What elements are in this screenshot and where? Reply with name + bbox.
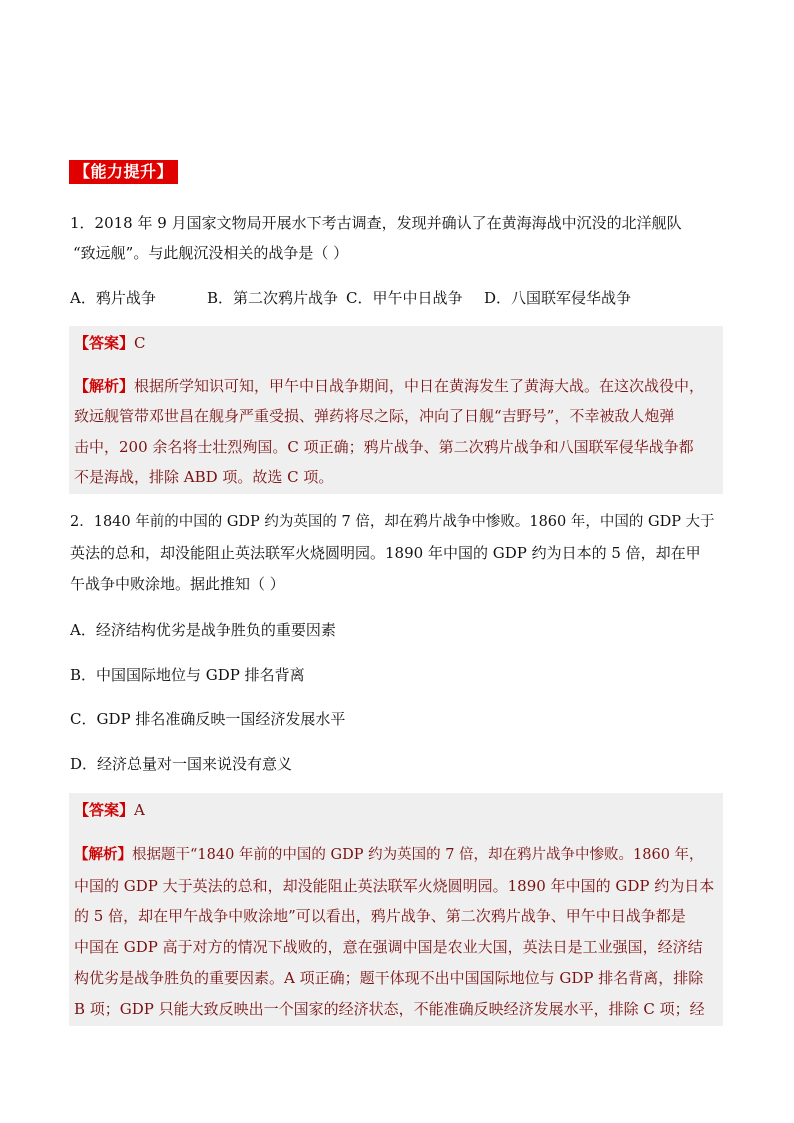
q2-stem-line-1: 2．1840 年前的中国的 GDP 约为英国的 7 倍，却在鸦片战争中惨败。1860 年，中国的 GDP 大于	[70, 514, 715, 530]
q1-option-d[interactable]: D．八国联军侵华战争	[484, 289, 632, 307]
q1-option-b[interactable]: B．第二次鸦片战争	[207, 289, 339, 307]
q1-answer-value: C	[134, 334, 146, 352]
q2-option-c[interactable]: C．GDP 排名准确反映一国经济发展水平	[70, 710, 346, 728]
q1-answer	[74, 333, 146, 353]
q2-analysis-line-6: B 项；GDP 只能大致反映出一个国家的经济状态，不能准确反映经济发展水平，排除 C 项；经	[74, 1000, 705, 1018]
q2-analysis-line-5: 构优劣是战争胜负的重要因素。A 项正确；题干体现不出中国国际地位与 GDP 排名背离，排除	[74, 969, 704, 987]
q2-analysis-line-4: 中国在 GDP 高于对方的情况下战败的，意在强调中国是农业大国，英法日是工业强国，经济结	[74, 938, 703, 956]
q1-answer-label: 【答案】	[74, 334, 135, 352]
q1-stem-line-2: “致远舰”。与此舰沉没相关的战争是（ ）	[73, 244, 349, 262]
q1-stem-line-1: 1．2018 年 9 月国家文物局开展水下考古调查，发现并确认了在黄海海战中沉没的北洋舰队	[70, 214, 682, 232]
q2-option-a[interactable]: A．经济结构优劣是战争胜负的重要因素	[70, 621, 336, 639]
q2-stem-line-3: 午战争中败涂地。据此推知（ ）	[70, 575, 285, 593]
q2-analysis-text-1: 根据题干“1840 年前的中国的 GDP 约为英国的 7 倍，却在鸦片战争中惨败。1860 年，	[132, 847, 704, 863]
q2-analysis-line-2: 中国的 GDP 大于英法的总和，却没能阻止英法联军火烧圆明园。1890 年中国的 GDP 约为日本	[74, 877, 715, 895]
q2-analysis-line-1	[74, 845, 704, 865]
q1-analysis-line-3: 击中，200 余名将士壮烈殉国。C 项正确；鸦片战争、第二次鸦片战争和八国联军侵华战争都	[74, 438, 694, 456]
q2-analysis-line-3: 的 5 倍，却在甲午战争中败涂地”可以看出，鸦片战争、第二次鸦片战争、甲午中日战争都是	[74, 907, 686, 925]
q2-answer-box	[69, 793, 723, 1026]
q2-analysis-label: 【解析】	[74, 846, 132, 863]
q1-option-a[interactable]: A．鸦片战争	[70, 289, 156, 307]
q1-analysis-label: 【解析】	[74, 377, 135, 395]
q1-options	[70, 288, 730, 308]
q2-answer-value: A	[134, 801, 145, 819]
q1-option-c[interactable]: C．甲午中日战争	[346, 289, 463, 307]
q1-answer-box	[69, 326, 723, 494]
q1-analysis-line-1	[74, 376, 704, 396]
q1-analysis-line-4: 不是海战，排除 ABD 项。故选 C 项。	[74, 468, 334, 486]
q1-analysis-text-1: 根据所学知识可知，甲午中日战争期间，中日在黄海发生了黄海大战。在这次战役中，	[134, 377, 705, 395]
q2-answer	[74, 800, 145, 820]
section-title: 【能力提升】	[69, 160, 178, 184]
q2-answer-label: 【答案】	[74, 801, 135, 819]
q1-analysis-line-2: 致远舰管带邓世昌在舰身严重受损、弹药将尽之际，冲向了日舰“吉野号”，不幸被敌人炮弹	[74, 407, 675, 425]
q2-option-b[interactable]: B．中国国际地位与 GDP 排名背离	[70, 666, 305, 684]
q2-option-d[interactable]: D．经济总量对一国来说没有意义	[70, 755, 293, 773]
q2-stem-line-2: 英法的总和，却没能阻止英法联军火烧圆明园。1890 年中国的 GDP 约为日本的 5 倍，却在甲	[70, 544, 701, 562]
